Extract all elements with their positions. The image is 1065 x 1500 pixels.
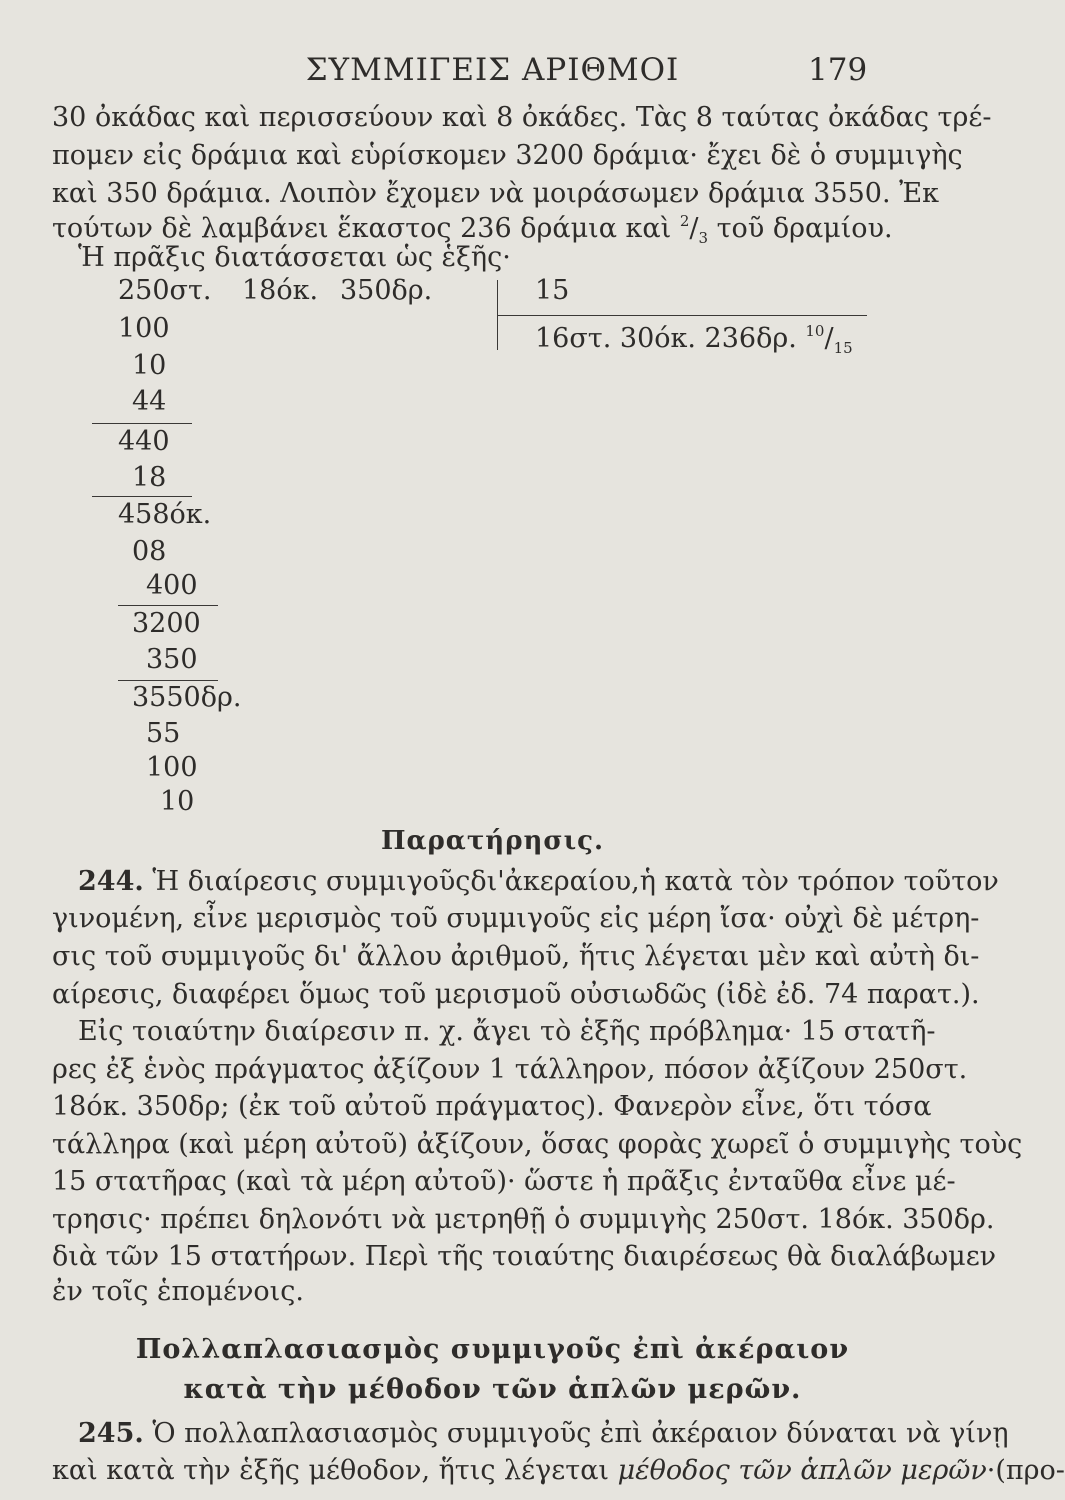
calc-step: 440 [118, 426, 170, 457]
calc-step: 100 [118, 313, 170, 344]
calc-rule [118, 680, 218, 681]
section-number: 245. [78, 1418, 144, 1449]
quotient-fraction-denominator: 15 [833, 339, 853, 357]
section-second-line-tail: ·(προ- [986, 1455, 1065, 1486]
method-name: μέθοδος τῶν ἁπλῶν μερῶν [617, 1455, 987, 1486]
dividend-ok: 18όκ. [242, 275, 319, 306]
remarks-first-line-text: Ἡ διαίρεσις συμμιγοῦςδι'ἀκεραίου,ἡ κατὰ τὸν τρόπον τοῦτον [152, 866, 999, 897]
section-heading-line-1: Πολλαπλασιασμὸς συμμιγοῦς ἐπὶ ἀκέραιον [135, 1334, 850, 1365]
dividend-dr: 350δρ. [340, 275, 433, 306]
remarks-heading: Παρατήρησις. [380, 826, 605, 856]
calc-step: 10 [160, 786, 195, 817]
calc-step: 350 [146, 644, 198, 675]
calc-step: 400 [146, 570, 198, 601]
section-first-line-text: Ὁ πολλαπλασιασμὸς συμμιγοῦς ἐπὶ ἀκέραιον δύναται νὰ γίνῃ [152, 1418, 1009, 1449]
division-horizontal-rule [497, 315, 867, 316]
section-second-line [52, 1452, 1065, 1490]
remarks-line: τάλληρα (καὶ μέρη αὐτοῦ) ἀξίζουν, ὅσας φορὰς χωρεῖ ὁ συμμιγὴς τοὺς [52, 1129, 1023, 1160]
remarks-line: διὰ τῶν 15 στατήρων. Περὶ τῆς τοιαύτης διαιρέσεως θὰ διαλάβωμεν [52, 1241, 997, 1272]
calc-rule [92, 423, 192, 424]
remarks-last-line: ἐν τοῖς ἑπομένοις. [52, 1276, 304, 1307]
quotient-text: 16στ. 30όκ. 236δρ. [535, 323, 797, 354]
calc-step: 10 [132, 350, 167, 381]
remarks-line: 18όκ. 350δρ; (ἐκ τοῦ αὐτοῦ πράγματος). Φανερὸν εἶνε, ὅτι τόσα [52, 1091, 932, 1122]
section-heading-line-2: κατὰ τὴν μέθοδον τῶν ἁπλῶν μερῶν. [183, 1374, 802, 1405]
remarks-first-line [78, 863, 999, 901]
calc-rule [92, 496, 192, 497]
remarks-number: 244. [78, 866, 144, 897]
remarks-line: σις τοῦ συμμιγοῦς δι' ἄλλου ἀριθμοῦ, ἥτις λέγεται μὲν καὶ αὐτὴ δι- [52, 941, 980, 972]
fraction-line-tail: τοῦ δραμίου. [716, 213, 893, 244]
calc-step: 44 [132, 386, 167, 417]
intro-line-1: 30 ὀκάδας καὶ περισσεύουν καὶ 8 ὀκάδες. Τὰς 8 ταύτας ὀκάδας τρέ- [52, 102, 992, 133]
fraction-denominator: 3 [698, 229, 709, 247]
page-number: 179 [808, 52, 868, 88]
intro-line-3: καὶ 350 δράμια. Λοιπὸν ἔχομεν νὰ μοιράσωμεν δράμια 3550. Ἐκ [52, 178, 940, 209]
calc-step: 08 [132, 536, 167, 567]
section-second-line-text: καὶ κατὰ τὴν ἑξῆς μέθοδον, ἥτις λέγεται [52, 1455, 610, 1486]
remarks-line: αίρεσις, διαφέρει ὅμως τοῦ μερισμοῦ οὐσιωδῶς (ἰδὲ ἐδ. 74 παρατ.). [52, 979, 980, 1010]
fraction-line-text: τούτων δὲ λαμβάνει ἕκαστος 236 δράμια καὶ [52, 213, 672, 244]
calc-step: 100 [146, 752, 198, 783]
calc-step: 458όκ. [118, 499, 212, 530]
calc-step: 55 [146, 718, 181, 749]
calc-rule [118, 605, 218, 606]
remarks-line: γινομένη, εἶνε μερισμὸς τοῦ συμμιγοῦς εἰς μέρη ἴσα· οὐχὶ δὲ μέτρη- [52, 903, 980, 934]
remarks-line: Εἰς τοιαύτην διαίρεσιν π. χ. ἄγει τὸ ἑξῆς πρόβλημα· 15 στατῆ- [78, 1016, 936, 1047]
intro-line-4: τούτων δὲ λαμβάνει ἕκαστος 236 δράμια καὶ $^2/_3$ τοῦ δραμίου. [52, 212, 893, 247]
running-header: ΣΥΜΜΙΓΕΙΣ ΑΡΙΘΜΟΙ [305, 52, 680, 88]
remarks-line: ρες ἐξ ἑνὸς πράγματος ἀξίζουν 1 τάλληρον, πόσον ἀξίζουν 250στ. [52, 1054, 968, 1085]
remarks-line: 15 στατῆρας (καὶ τὰ μέρη αὐτοῦ)· ὥστε ἡ πρᾶξις ἐνταῦθα εἶνε μέ- [52, 1166, 956, 1197]
fraction-numerator: 2 [679, 212, 690, 230]
calc-step: 18 [132, 462, 167, 493]
quotient: 16στ. 30όκ. 236δρ. $^{10}/_{15}$ [535, 322, 853, 357]
calc-step: 3550δρ. [132, 682, 242, 713]
procedure-line: Ἡ πρᾶξις διατάσσεται ὡς ἑξῆς· [78, 242, 511, 273]
section-first-line [78, 1415, 1009, 1453]
intro-line-2: πομεν εἰς δράμια καὶ εὑρίσκομεν 3200 δράμια· ἔχει δὲ ὁ συμμιγὴς [52, 140, 963, 171]
calc-step: 3200 [132, 608, 201, 639]
divisor: 15 [535, 275, 570, 306]
dividend-st: 250στ. [118, 275, 212, 306]
remarks-line: τρησις· πρέπει δηλονότι νὰ μετρηθῇ ὁ συμμιγὴς 250στ. 18όκ. 350δρ. [52, 1204, 995, 1235]
quotient-fraction-numerator: 10 [805, 322, 825, 340]
